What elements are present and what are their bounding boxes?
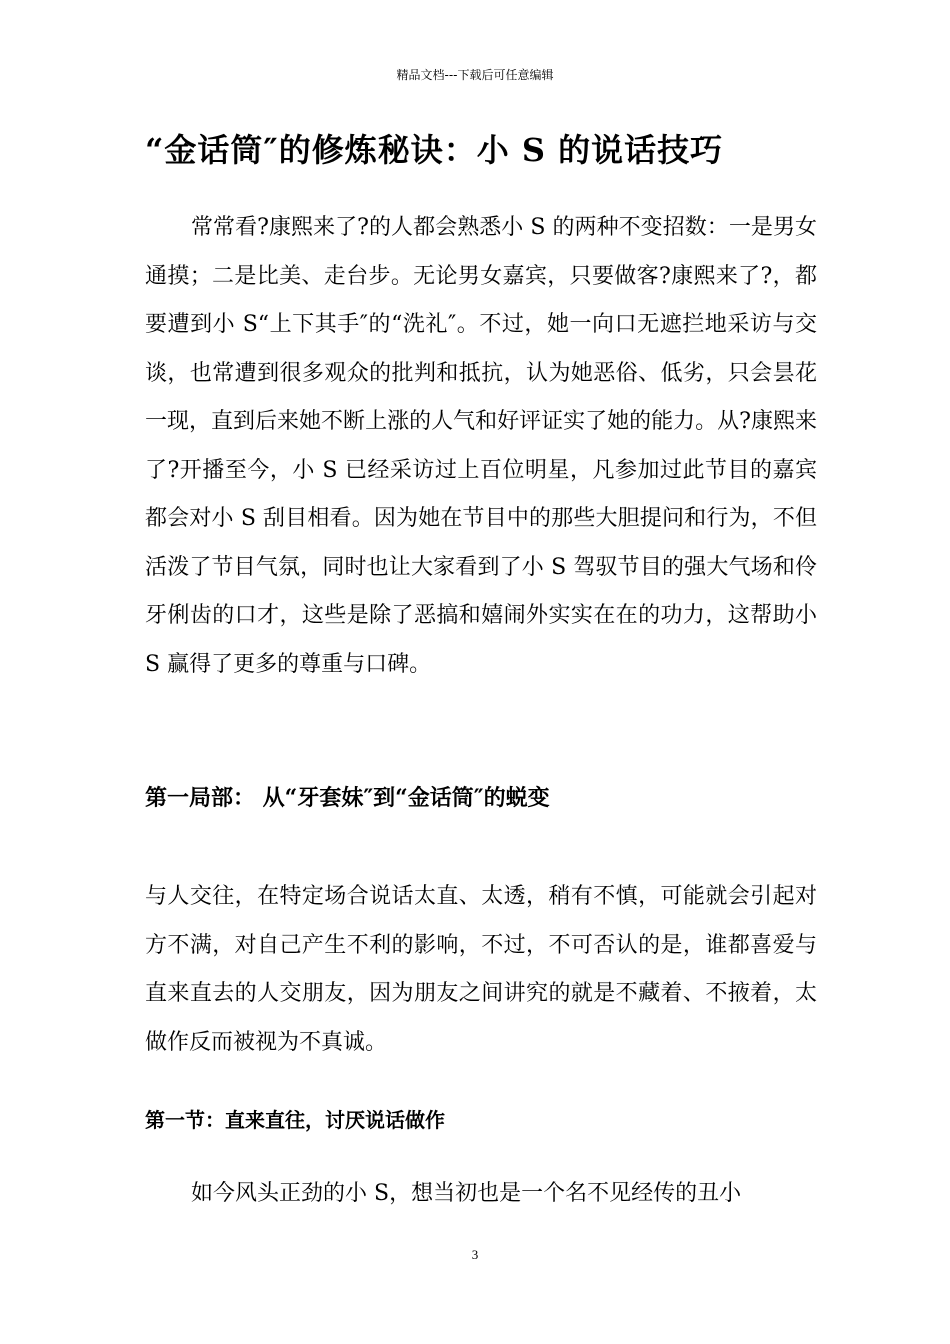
page-number: 3 — [471, 1247, 479, 1262]
document-title: “金话筒″的修炼秘诀：小 S 的说话技巧 — [145, 131, 724, 169]
section-paragraph: 如今风头正劲的小 S，想当初也是一个名不见经传的丑小 — [191, 1181, 742, 1206]
part-heading: 第一局部： 从“牙套妹″到“金话筒″的蜕变 — [145, 785, 550, 811]
section-heading: 第一节：直来直往，讨厌说话做作 — [145, 1108, 445, 1132]
intro-paragraph: 常常看?康熙来了?的人都会熟悉小 S 的两种不变招数：一是男女通摸；二是比美、走台步。无论男女嘉宾，只要做客?康熙来了?，都要遭到小 S“上下其手″的“洗礼″。不过，她一向口无遮拦地采访与交谈，也常遭到很多观众的批判和抵抗，认为她恶俗、低劣，只会昙花一现，直到后来她不断上涨的人气和好评证实了她的能力。从?康熙来了?开播至今，小 S 已经采访过上百位明星，凡参加过此节目的嘉宾都会对小 S 刮目相看。因为她在节目中的那些大胆提问和行为，不但活泼了节目气氛，同时也让大家看到了小 S 驾驭节目的强大气场和伶牙俐齿的口才，这些是除了恶搞和嬉闹外实实在在的功力，这帮助小 S 赢得了更多的尊重与口碑。 — [145, 215, 817, 677]
part-paragraph: 与人交往，在特定场合说话太直、太透，稍有不慎，可能就会引起对方不满，对自己产生不利的影响，不过，不可否认的是，谁都喜爱与直来直去的人交朋友，因为朋友之间讲究的就是不藏着、不掖着，太做作反而被视为不真诚。 — [145, 884, 817, 1055]
page-header: 精品文档---下载后可任意编辑 — [396, 68, 554, 82]
